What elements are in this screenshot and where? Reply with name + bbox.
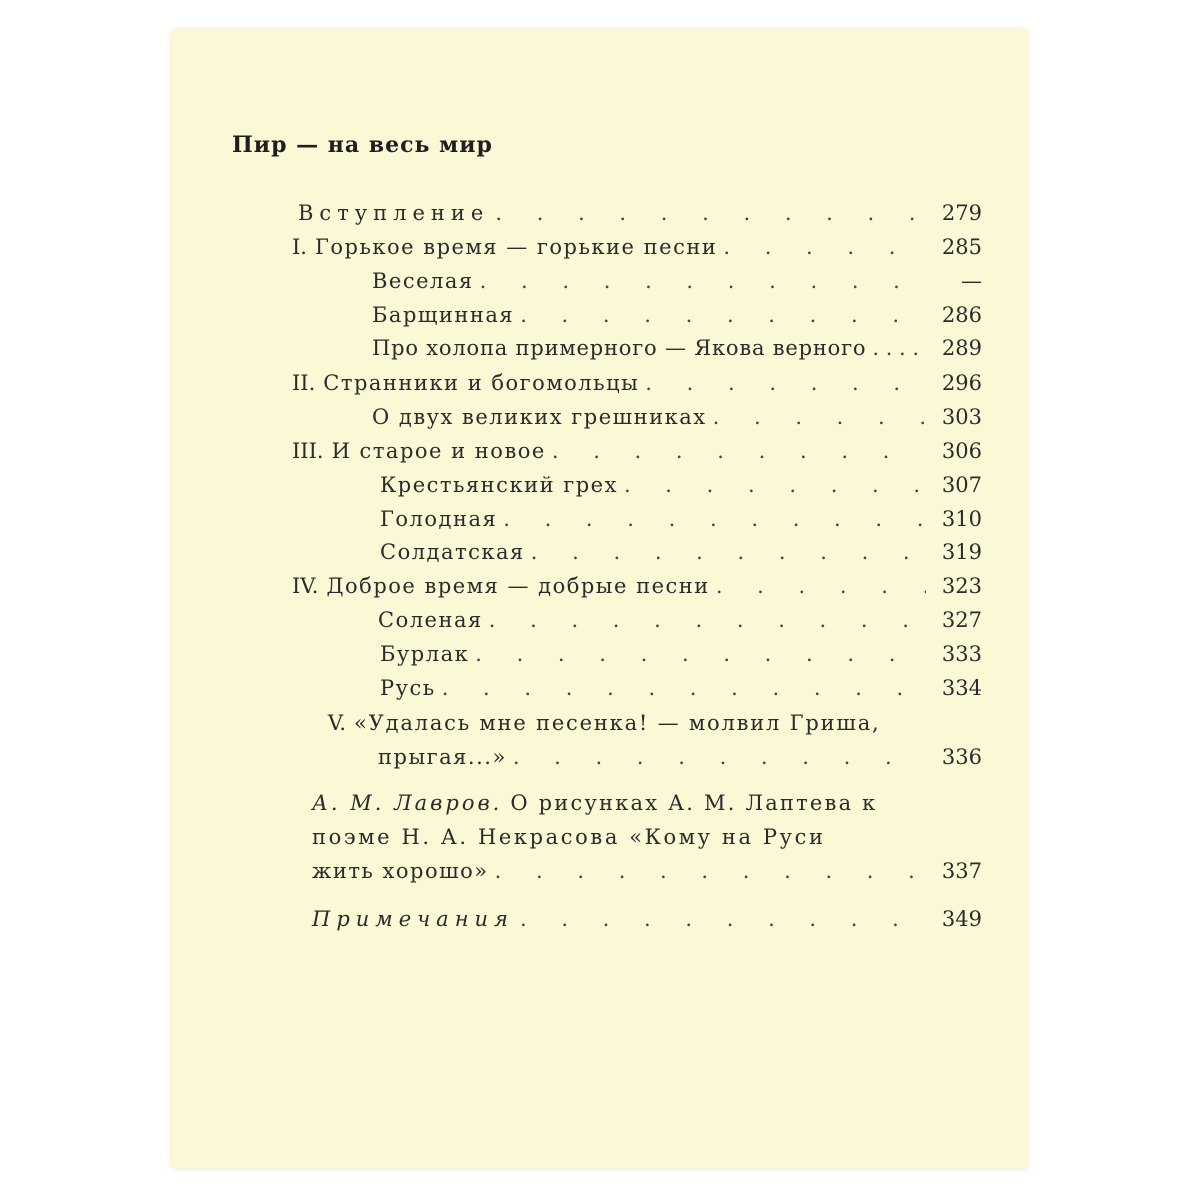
toc-entry-page: 310 [941, 507, 982, 531]
toc-leader-dots [713, 404, 926, 430]
toc-entry-notes [312, 906, 982, 932]
toc-entry-title: Бурлак [380, 642, 470, 666]
toc-entry [292, 370, 982, 396]
section-heading: Пир — на весь мир [232, 132, 493, 158]
toc-entry [378, 744, 982, 770]
toc-entry [380, 472, 982, 498]
toc-entry-title: Про холопа примерного — Якова верного [372, 336, 867, 360]
toc-leader-dots [480, 268, 926, 294]
afterword-line [312, 824, 982, 850]
toc-entry [292, 710, 982, 736]
toc-entry [372, 335, 982, 361]
toc-leader-dots [513, 744, 926, 770]
afterword-title-line: поэме Н. А. Некрасова «Кому на Руси [312, 825, 826, 849]
toc-leader-dots [723, 234, 926, 260]
toc-entry [380, 641, 982, 667]
toc-entry-page: 307 [941, 473, 982, 497]
afterword-line [312, 790, 982, 816]
notes-page: 349 [941, 907, 982, 931]
toc-entry-title: Вступление [298, 201, 490, 225]
toc-entry [378, 607, 982, 633]
toc-entry-title: Голодная [380, 507, 498, 531]
toc-entry-page: 323 [941, 574, 982, 598]
toc-entry [292, 573, 982, 599]
toc-entry-title: Крестьянский грех [380, 473, 618, 497]
toc-leader-dots [645, 370, 926, 396]
toc-entry-title: прыгая...» [378, 745, 507, 769]
toc-entry-title: Доброе время — добрые песни [326, 574, 710, 598]
toc-entry [298, 200, 982, 226]
toc-leader-dots [475, 641, 926, 667]
toc-leader-dots [716, 573, 926, 599]
toc-leader-dots [531, 539, 926, 565]
toc-leader-dots [495, 200, 926, 226]
toc-entry [292, 438, 982, 464]
notes-title: Примечания [312, 907, 514, 931]
toc-entry [372, 302, 982, 328]
toc-entry-page: 286 [941, 303, 982, 327]
toc-entry-title: Солдатская [380, 540, 525, 564]
toc-leader-dots [520, 302, 926, 328]
toc-entry [380, 506, 982, 532]
toc-entry-page: — [961, 269, 982, 293]
toc-entry-title: Горькое время — горькие песни [314, 235, 718, 259]
afterword-page: 337 [941, 859, 982, 883]
toc-entry-page: 285 [941, 235, 982, 259]
toc-entry-number: III. [292, 439, 324, 463]
toc-leader-dots [520, 906, 926, 932]
toc-leader-dots [624, 472, 926, 498]
toc-entry-page: 334 [941, 676, 982, 700]
toc-leader-dots [489, 607, 926, 633]
toc-entry-title: Барщинная [372, 303, 515, 327]
toc-entry-title: Странники и богомольцы [323, 371, 640, 395]
toc-leader-dots [552, 438, 926, 464]
toc-entry-page: 336 [941, 745, 982, 769]
toc-entry-page: 319 [941, 540, 982, 564]
toc-entry [380, 675, 982, 701]
toc-entry-page: 279 [941, 201, 982, 225]
toc-entry-page: 306 [941, 439, 982, 463]
toc-entry-page: 333 [941, 642, 982, 666]
toc-leader-dots [872, 335, 926, 361]
toc-entry-number: II. [292, 371, 316, 395]
toc-entry-page: 303 [941, 405, 982, 429]
afterword-line [312, 858, 982, 884]
toc-entry-title: «Удалась мне песенка! — молвил Гриша, [354, 711, 881, 735]
toc-entry-title: Соленая [378, 608, 483, 632]
toc-entry [372, 404, 982, 430]
toc-entry-number: V. [327, 711, 346, 735]
toc-entry-page: 327 [941, 608, 982, 632]
toc-entry [372, 268, 982, 294]
toc-entry-number: I. [292, 235, 307, 259]
book-page [172, 30, 1027, 1168]
toc-entry-title: О двух великих грешниках [372, 405, 707, 429]
toc-entry-title: Веселая [372, 269, 474, 293]
toc-leader-dots [503, 506, 926, 532]
toc-entry-page: 289 [941, 336, 982, 360]
toc-entry [380, 539, 982, 565]
afterword-title-line: жить хорошо» [312, 859, 489, 883]
afterword-author: А. М. Лавров. [312, 791, 503, 815]
toc-entry [292, 234, 982, 260]
afterword-title-line: О рисунках А. М. Лаптева к [510, 791, 878, 815]
toc-leader-dots [442, 675, 926, 701]
toc-entry-page: 296 [941, 371, 982, 395]
toc-entry-title: И старое и новое [331, 439, 546, 463]
toc-entry-title: Русь [380, 676, 436, 700]
toc-leader-dots [495, 858, 926, 884]
toc-entry-number: IV. [292, 574, 319, 598]
